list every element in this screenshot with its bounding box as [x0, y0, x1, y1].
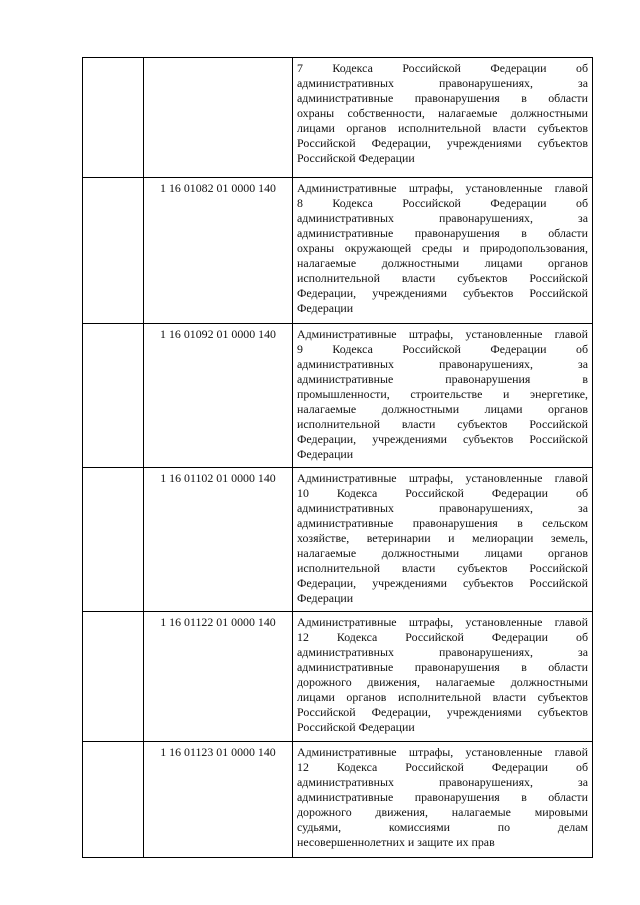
description-cell	[293, 58, 593, 178]
table-row	[83, 612, 593, 742]
budget-code-cell: 1 16 01123 01 0000 140	[144, 742, 293, 858]
description-line: административных правонарушениях, за	[297, 357, 588, 371]
budget-code-cell: 1 16 01102 01 0000 140	[144, 468, 293, 612]
description-cell	[293, 742, 593, 858]
budget-code-cell: 1 16 01092 01 0000 140	[144, 324, 293, 468]
description-line: административные правонарушения в области	[297, 91, 588, 105]
table-row	[83, 468, 593, 612]
description-line: Федерации, учреждениями субъектов Российской	[297, 286, 588, 300]
revenue-codes-table	[82, 57, 593, 858]
budget-code-cell: 1 16 01082 01 0000 140	[144, 178, 293, 324]
description-line: хозяйстве, ветеринарии и мелиорации земель,	[297, 531, 588, 545]
description-line: лицами органов исполнительной власти субъектов	[297, 121, 588, 135]
description-line: охраны окружающей среды и природопользования,	[297, 241, 588, 255]
description-cell	[293, 468, 593, 612]
description-line: Федерации, учреждениями субъектов Российской	[297, 576, 588, 590]
description-line: административные правонарушения в	[297, 372, 588, 386]
description-line: Административные штрафы, установленные главой	[297, 327, 588, 341]
description-cell	[293, 324, 593, 468]
description-line: Федерации	[297, 301, 354, 315]
description-line: административных правонарушениях, за	[297, 501, 588, 515]
description-line: исполнительной власти субъектов Российской	[297, 561, 588, 575]
description-line: Федерации	[297, 591, 354, 605]
description-line: охраны собственности, налагаемые должностными	[297, 106, 588, 120]
description-line: Российской Федерации, учреждениями субъектов	[297, 136, 588, 150]
description-line: 7 Кодекса Российской Федерации об	[297, 61, 588, 75]
description-cell	[293, 612, 593, 742]
description-line: Российской Федерации	[297, 151, 415, 165]
description-line: 8 Кодекса Российской Федерации об	[297, 196, 588, 210]
description-line: налагаемые должностными лицами органов	[297, 402, 588, 416]
description-line: Российской Федерации	[297, 720, 415, 734]
description-line: исполнительной власти субъектов Российской	[297, 417, 588, 431]
row-number-cell	[83, 742, 144, 858]
description-line: административных правонарушениях, за	[297, 775, 588, 789]
description-line: Российской Федерации, учреждениями субъектов	[297, 705, 588, 719]
description-line: дорожного движения, налагаемые мировыми	[297, 805, 588, 819]
table-row	[83, 742, 593, 858]
description-line: административных правонарушениях, за	[297, 76, 588, 90]
description-line: 10 Кодекса Российской Федерации об	[297, 486, 588, 500]
description-cell	[293, 178, 593, 324]
description-line: Федерации	[297, 447, 354, 461]
description-line: налагаемые должностными лицами органов	[297, 546, 588, 560]
description-line: судьями, комиссиями по делам	[297, 820, 588, 834]
description-line: Административные штрафы, установленные главой	[297, 745, 588, 759]
description-line: лицами органов исполнительной власти субъектов	[297, 690, 588, 704]
description-line: Административные штрафы, установленные главой	[297, 471, 588, 485]
description-line: Административные штрафы, установленные главой	[297, 615, 588, 629]
row-number-cell	[83, 178, 144, 324]
description-line: дорожного движения, налагаемые должностными	[297, 675, 588, 689]
table-row	[83, 324, 593, 468]
table-row	[83, 178, 593, 324]
description-line: промышленности, строительстве и энергетике,	[297, 387, 588, 401]
row-number-cell	[83, 612, 144, 742]
description-line: налагаемые должностными лицами органов	[297, 256, 588, 270]
row-number-cell	[83, 468, 144, 612]
description-line: исполнительной власти субъектов Российской	[297, 271, 588, 285]
description-line: Административные штрафы, установленные главой	[297, 181, 588, 195]
description-line: административных правонарушениях, за	[297, 645, 588, 659]
row-number-cell	[83, 58, 144, 178]
table-row	[83, 58, 593, 178]
description-line: административные правонарушения в области	[297, 660, 588, 674]
description-line: 9 Кодекса Российской Федерации об	[297, 342, 588, 356]
budget-code-cell: 1 16 01122 01 0000 140	[144, 612, 293, 742]
description-line: административных правонарушениях, за	[297, 211, 588, 225]
description-line: Федерации, учреждениями субъектов Российской	[297, 432, 588, 446]
description-line: административные правонарушения в области	[297, 226, 588, 240]
budget-code-cell	[144, 58, 293, 178]
description-line: несовершеннолетних и защите их прав	[297, 835, 495, 849]
description-line: 12 Кодекса Российской Федерации об	[297, 630, 588, 644]
table-body	[83, 58, 593, 858]
row-number-cell	[83, 324, 144, 468]
description-line: административные правонарушения в области	[297, 790, 588, 804]
description-line: 12 Кодекса Российской Федерации об	[297, 760, 588, 774]
description-line: административные правонарушения в сельском	[297, 516, 588, 530]
